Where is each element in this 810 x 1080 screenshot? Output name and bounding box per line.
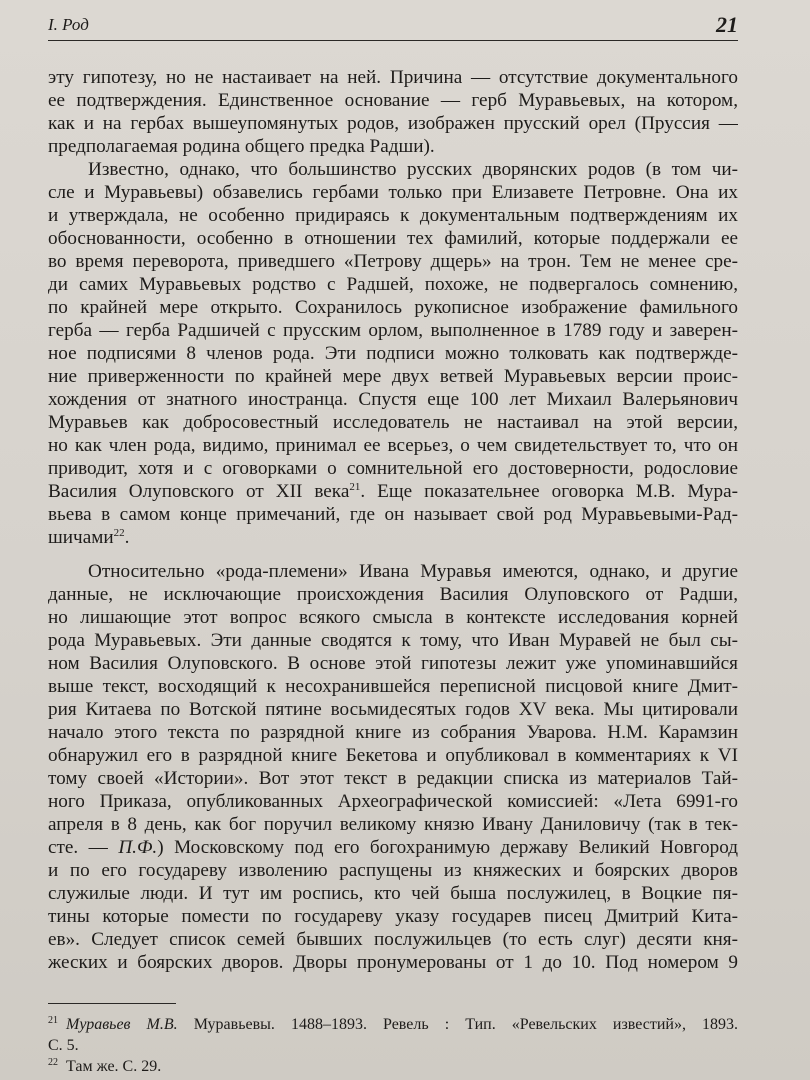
text-line: [48, 204, 738, 227]
line-text: предполагаемая родина общего предка Радши).: [48, 136, 435, 157]
text-line: [48, 652, 738, 675]
paragraph: [48, 560, 738, 974]
line-text: вьева в самом конце примечаний, где он называет свой род Муравьевыми-Рад-: [48, 504, 738, 525]
line-text: выше текст, восходящий к несохранившейся переписной писцовой книге Дмит-: [48, 676, 738, 697]
line-text: обнаружил его в разрядной книге Бекетова и опубликовал в комментариях к VI: [48, 745, 738, 766]
line-text: Относительно «рода-племени» Ивана Муравья имеются, однако, и другие: [88, 561, 738, 582]
text-line: [48, 583, 738, 606]
line-text: по крайней мере открыто. Сохранилось рукописное изображение фамильного: [48, 297, 738, 318]
line-text: .: [124, 527, 130, 548]
text-line: [48, 928, 738, 951]
text-line: [48, 721, 738, 744]
text-line: [48, 698, 738, 721]
line-text: сле и Муравьевы) обзавелись гербами только при Елизавете Петровне. Она их: [48, 182, 738, 203]
line-text: апреля в 8 день, как бог поручил великому князю Ивану Даниловичу (так в тек-: [48, 814, 738, 835]
line-text: ное подписями 8 членов рода. Эти подписи можно толковать как подтвержде-: [48, 343, 738, 364]
text-line: [48, 560, 738, 583]
text-line: [48, 365, 738, 388]
line-text: ее подтверждения. Единственное основание — герб Муравьевых, на котором,: [48, 90, 738, 111]
text-line: [48, 388, 738, 411]
line-text: эту гипотезу, но не настаивает на ней. Причина — отсутствие документального: [48, 67, 738, 88]
text-line: [48, 227, 738, 250]
line-text: Известно, однако, что большинство русских дворянских родов (в том чи-: [88, 159, 738, 180]
text-line: [48, 273, 738, 296]
running-head: I. Род: [48, 15, 89, 34]
line-text: Василия Олуповского от XII века: [48, 481, 350, 502]
text-line: [48, 503, 738, 526]
text-line: [48, 675, 738, 698]
line-text: как и на гербах вышеупомянутых родов, изображен прусский орел (Пруссия —: [48, 113, 738, 134]
text-line: [48, 181, 738, 204]
footnote-text: Муравьевы. 1488–1893. Ревель : Тип. «Ревельских известий», 1893.: [177, 1016, 738, 1033]
line-text: сте. —: [48, 837, 119, 858]
text-line: [48, 411, 738, 434]
line-text: данные, не исключающие происхождения Василия Олуповского от Радши,: [48, 584, 738, 605]
text-line: [48, 250, 738, 273]
line-text: Муравьев как добросовестный исследователь не настаивал на этой версии,: [48, 412, 738, 433]
line-text: рия Китаева по Вотской пятине восьмидесятых годов XV века. Мы цитировали: [48, 699, 738, 720]
footnote-21: [48, 1014, 738, 1035]
text-line: [48, 480, 738, 503]
text-line: [48, 790, 738, 813]
text-line: [48, 457, 738, 480]
paragraph-gap: [48, 549, 738, 560]
line-text: но как член рода, видимо, принимал ее всерьез, о чем свидетельствует то, что он: [48, 435, 738, 456]
text-line: [48, 158, 738, 181]
footnote-author: Муравьев М.В.: [66, 1016, 178, 1033]
footnote-number: 21: [48, 1015, 58, 1026]
footnotes: [48, 1014, 738, 1077]
footnote-text: Там же. С. 29.: [66, 1058, 162, 1075]
text-line: [48, 434, 738, 457]
line-text: хождения от знатного иностранца. Спустя еще 100 лет Михаил Валерьянович: [48, 389, 738, 410]
line-text: во время переворота, приведшего «Петрову дщерь» на трон. Тем не менее сре-: [48, 251, 738, 272]
text-line: [48, 767, 738, 790]
page-number: 21: [716, 12, 738, 37]
text-line: [48, 744, 738, 767]
paragraph: [48, 66, 738, 158]
line-text: ного Приказа, опубликованных Археографической комиссией: «Лета 6991-го: [48, 791, 738, 812]
page-header: [48, 8, 738, 41]
text-line: [48, 112, 738, 135]
line-text: обоснованности, особенно в отношении тех фамилий, которые поддержали ее: [48, 228, 738, 249]
footnote-21-continued: [48, 1035, 738, 1056]
main-text: [48, 66, 738, 974]
line-text: герба — герба Радшичей с прусским орлом, выполненное в 1789 году и заверен-: [48, 320, 738, 341]
line-text: ном Василия Олуповского. В основе этой гипотезы лежит уже упоминавшийся: [48, 653, 738, 674]
text-line: [48, 836, 738, 859]
text-line: [48, 606, 738, 629]
text-line: [48, 951, 738, 974]
text-line: [48, 342, 738, 365]
text-line: [48, 296, 738, 319]
line-text: ев». Следует список семей бывших послужильцев (то есть слуг) десяти кня-: [48, 929, 738, 950]
paragraph: [48, 158, 738, 549]
text-line: [48, 89, 738, 112]
footnote-22: [48, 1056, 738, 1077]
text-line: [48, 66, 738, 89]
line-text: ) Московскому под его богохранимую державу Великий Новгород: [157, 837, 738, 858]
text-line: [48, 813, 738, 836]
line-text: рода Муравьевых. Эти данные сводятся к тому, что Иван Муравей не был сы-: [48, 630, 738, 651]
text-line: [48, 629, 738, 652]
text-line: [48, 859, 738, 882]
line-text: и утверждала, не особенно придираясь к документальным подтверждениям их: [48, 205, 738, 226]
text-line: [48, 905, 738, 928]
footnote-ref: 22: [113, 527, 125, 539]
line-text: ние приверженности по крайней мере двух ветвей Муравьевых версии проис-: [48, 366, 738, 387]
line-text: жеских и боярских дворов. Дворы пронумерованы от 1 до 10. Под номером 9: [48, 952, 738, 973]
footnote-ref: 21: [349, 481, 361, 493]
line-text: и по его государеву изволению распущены из княжеских и боярских дворов: [48, 860, 738, 881]
line-text: но лишающие этот вопрос всякого смысла в контексте исследования корней: [48, 607, 738, 628]
text-line: [48, 526, 738, 549]
line-text: начало этого текста по разрядной книге из собрания Уварова. Н.М. Карамзин: [48, 722, 738, 743]
line-text: . Еще показательнее оговорка М.В. Мура-: [360, 481, 738, 502]
text-line: [48, 319, 738, 342]
italic-text: П.Ф.: [118, 837, 158, 858]
line-text: приводит, хотя и с оговорками о сомнительной его достоверности, родословие: [48, 458, 738, 479]
text-line: [48, 135, 738, 158]
line-text: тому своей «Истории». Вот этот текст в редакции списка из материалов Тай-: [48, 768, 738, 789]
line-text: шичами: [48, 527, 114, 548]
footnote-number: 22: [48, 1057, 58, 1068]
footnote-text: С. 5.: [48, 1037, 79, 1054]
footnote-divider: [48, 1003, 176, 1004]
line-text: служилые люди. И тут им роспись, кто чей быша послужилец, в Воцкие пя-: [48, 883, 738, 904]
line-text: тины которые помести по государеву указу государев писец Дмитрий Кита-: [48, 906, 738, 927]
line-text: ди самих Муравьевых родство с Радшей, похоже, не подвергалось сомнению,: [48, 274, 738, 295]
text-line: [48, 882, 738, 905]
